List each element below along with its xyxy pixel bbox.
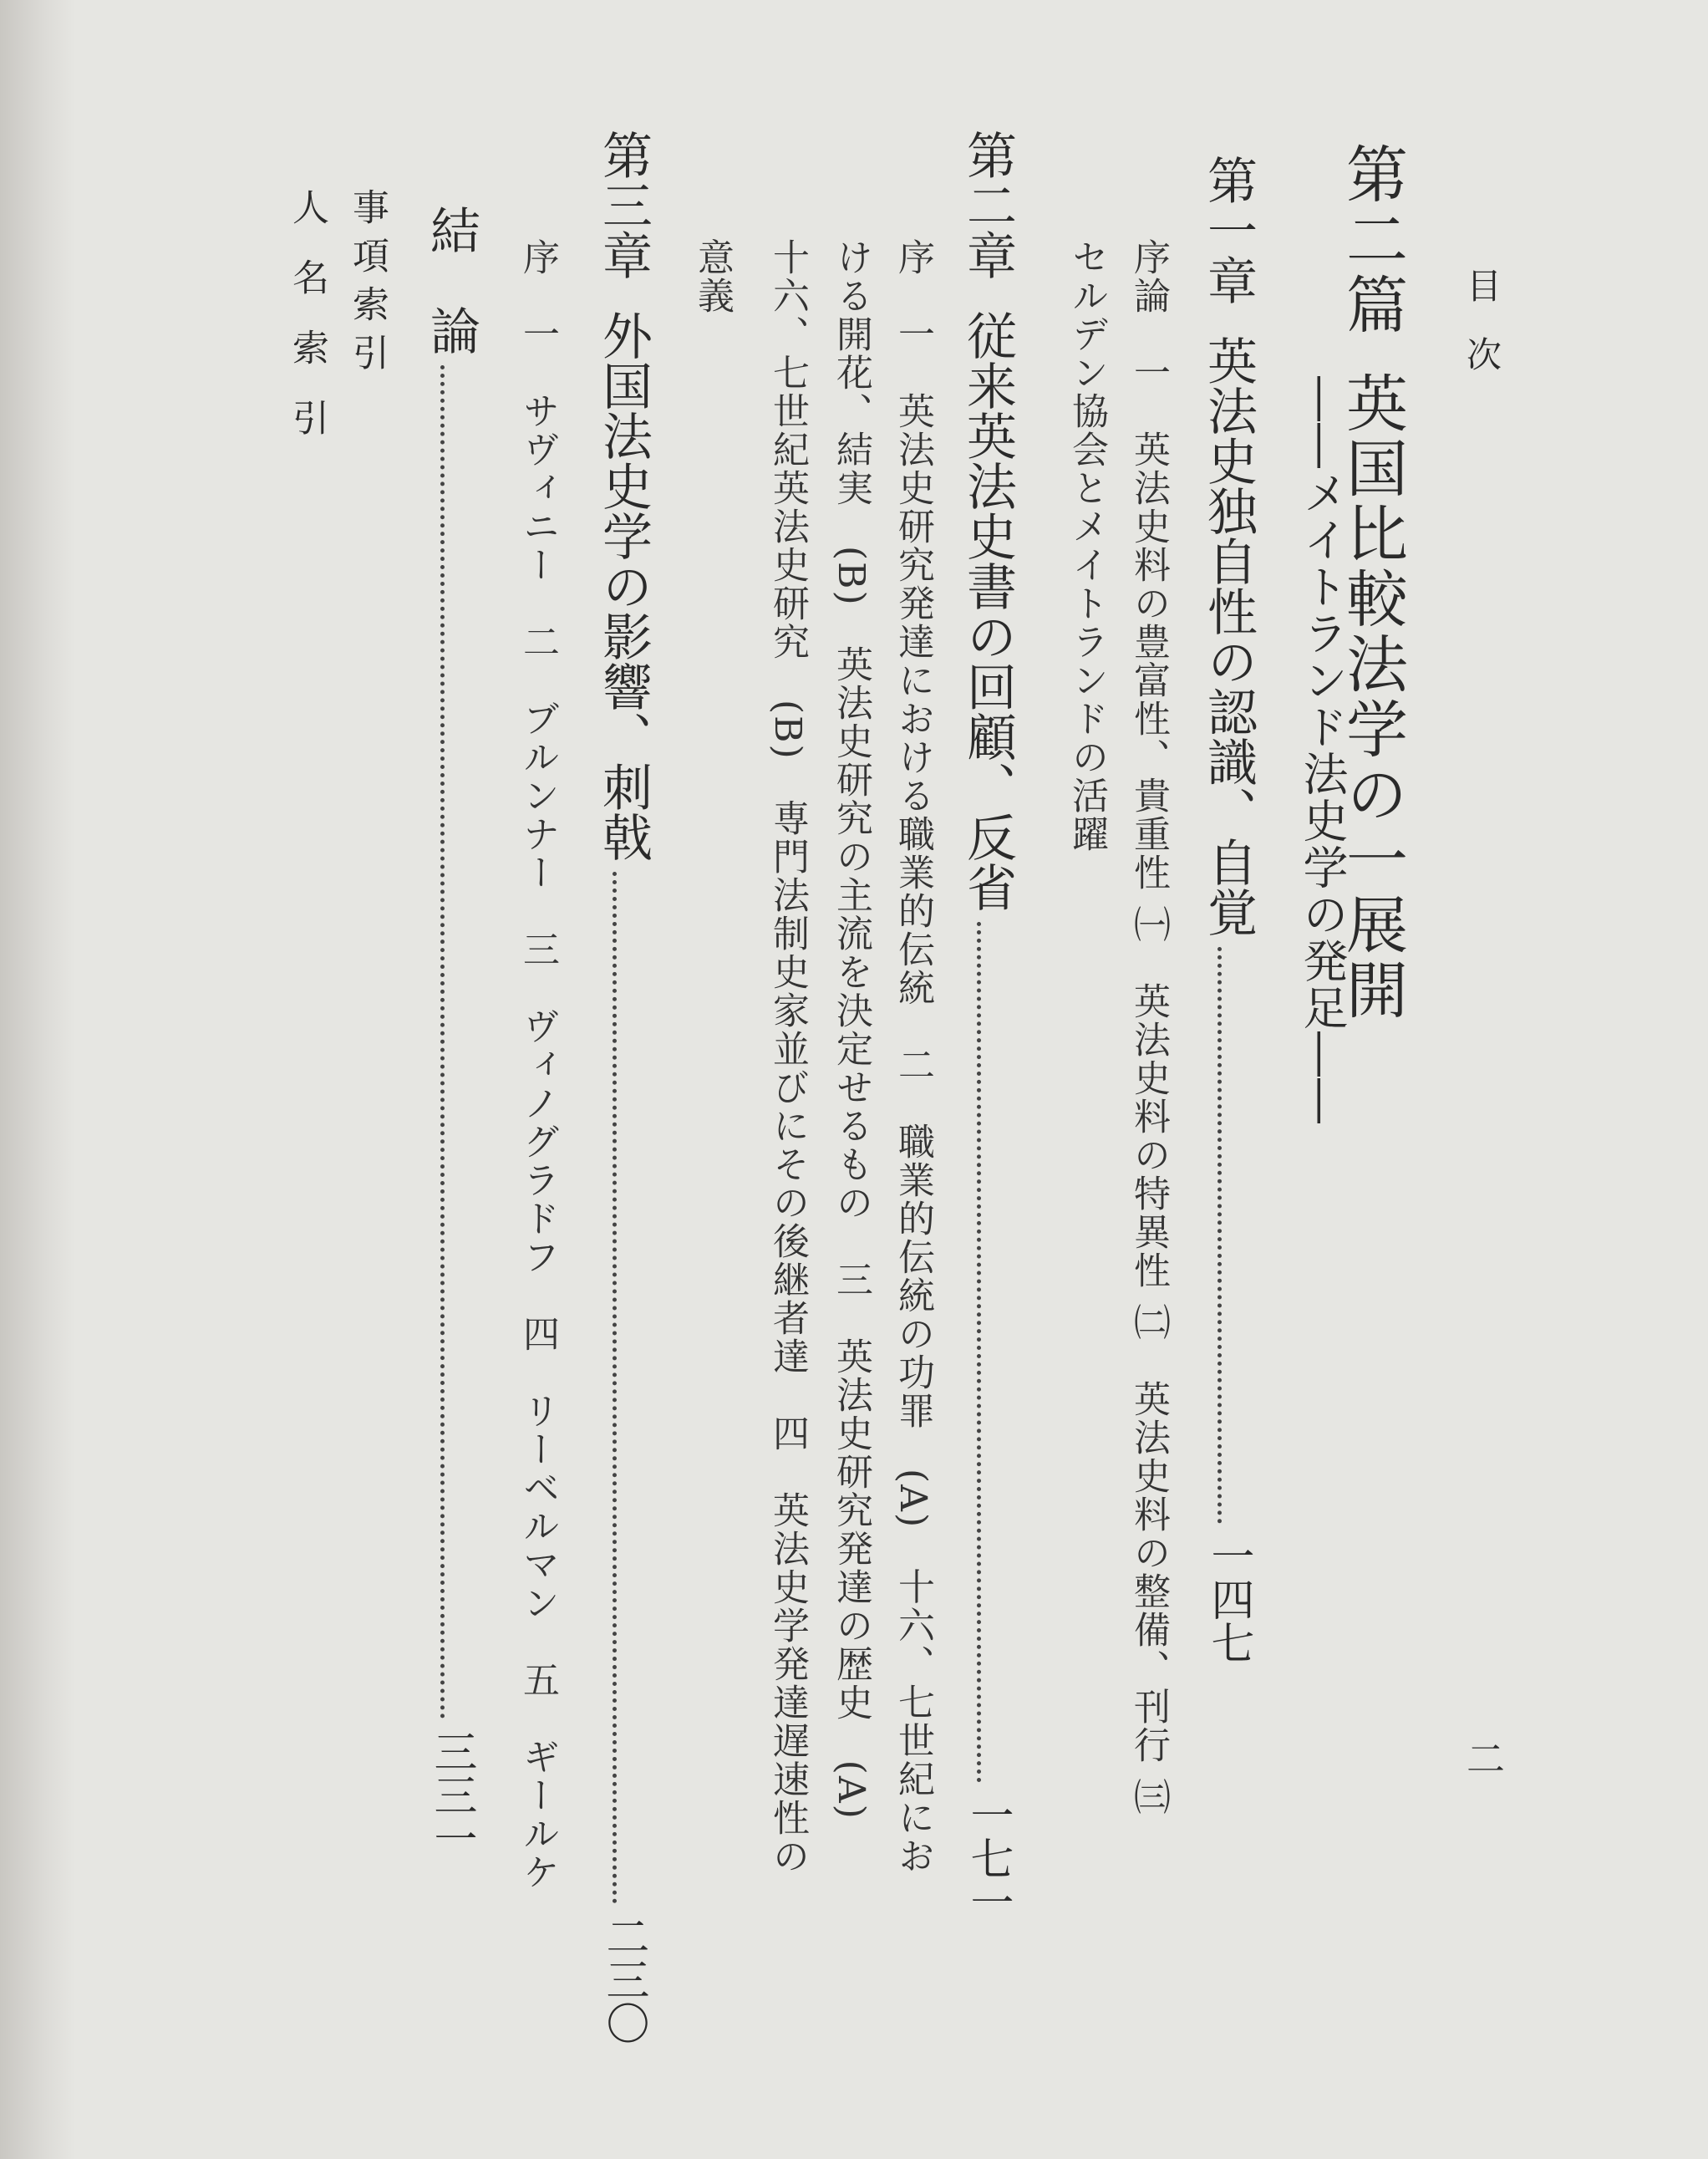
- toc-entry-chapter-3[interactable]: [594, 130, 653, 2044]
- chapter-2-contents-line-1: 序 一 英法史研究発達における職業的伝統 二 職業的伝統の功罪 (A) 十六、七世紀にお: [892, 238, 934, 1876]
- part-number: 第二篇: [1336, 142, 1408, 338]
- chapter-2-contents-line-3: 十六、七世紀英法史研究 (B) 専門法制史家並びにその後継者達 四 英法史学発達遅速性の: [766, 238, 809, 1876]
- toc-entry-name-index[interactable]: 人名索引: [286, 188, 328, 469]
- running-title: 目次: [1461, 267, 1502, 405]
- part-title: 英国比較法学の一展開: [1336, 371, 1408, 1023]
- chapter-2-contents-line-2: ける開花、結実 (B) 英法史研究の主流を決定せるもの 三 英法史研究発達の歴史 (A): [830, 238, 872, 1820]
- dot-leader: [613, 872, 617, 1904]
- toc-entry-chapter-1[interactable]: [1199, 155, 1258, 1664]
- chapter-number: 第一章: [1199, 155, 1258, 305]
- chapter-2-contents-line-4: 意義: [691, 238, 734, 315]
- chapter-1-contents-line-1: 序論 一 英法史料の豊富性、貴重性 ㈠ 英法史料の特異性 ㈡ 英法史料の整備、刊行 ㈢: [1127, 238, 1170, 1816]
- chapter-number: 第三章: [594, 130, 653, 280]
- conclusion-page-ref: 三三一: [426, 1729, 476, 1860]
- toc-entry-chapter-2[interactable]: [958, 130, 1017, 1923]
- chapter-title: 英法史独自性の認識、自覚: [1199, 335, 1258, 937]
- chapter-3-contents-line-1: 序 一 サヴィニー 二 ブルンナー 三 ヴィノグラドフ 四 リーベルマン 五 ギールケ: [516, 238, 559, 1892]
- page-number: 二: [1461, 1739, 1506, 1777]
- chapter-page-ref: 一七一: [963, 1793, 1013, 1923]
- part-subtitle: ――メイトランド法史学の発足――: [1296, 376, 1349, 1125]
- dot-leader: [1217, 947, 1222, 1524]
- dot-leader: [440, 365, 445, 1719]
- toc-entry-conclusion[interactable]: [422, 138, 480, 1860]
- chapter-page-ref: 二三〇: [598, 1914, 648, 2044]
- toc-entry-subject-index[interactable]: 事項索引: [346, 188, 389, 382]
- conclusion-title: 結 論: [422, 205, 480, 355]
- chapter-page-ref: 一四七: [1203, 1534, 1253, 1664]
- chapter-title: 外国法史学の影響、刺戟: [594, 310, 653, 862]
- part-heading: [1336, 142, 1408, 1023]
- chapter-1-contents-line-2: セルデン協会とメイトランドの活躍: [1065, 238, 1108, 853]
- chapter-title: 従来英法史書の回顧、反省: [958, 310, 1017, 912]
- chapter-number: 第二章: [958, 130, 1017, 280]
- dot-leader: [977, 922, 981, 1783]
